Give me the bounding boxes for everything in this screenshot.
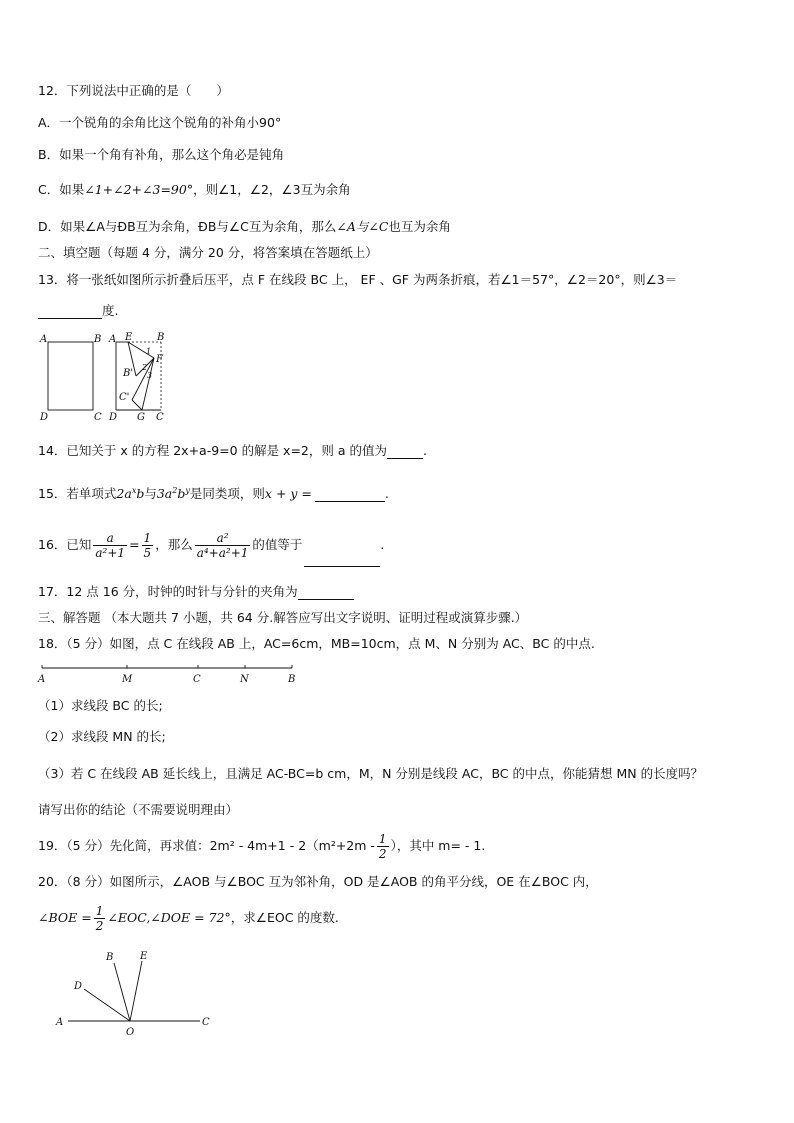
q18-part-2: （2）求线段 MN 的长; bbox=[38, 729, 166, 744]
q13-fig-right-b-prime: B' bbox=[123, 368, 134, 379]
q13-fig-left-a: A bbox=[40, 334, 48, 345]
q15-expression: x + y = bbox=[264, 486, 312, 502]
q12-option-c bbox=[38, 182, 351, 198]
q12-option-c-math: ∠1+∠2+∠3=90° bbox=[84, 182, 194, 197]
q16-end: . bbox=[380, 537, 385, 552]
q13-answer-blank bbox=[38, 306, 102, 319]
q18-segment-figure bbox=[36, 660, 306, 688]
q13-angle-2: 2 bbox=[142, 363, 148, 372]
q13-line2 bbox=[38, 303, 118, 319]
q13-figure bbox=[36, 328, 176, 426]
q18-point-b: B bbox=[288, 674, 296, 685]
q13-fig-right-a: A bbox=[109, 334, 117, 345]
q17-answer-blank bbox=[298, 587, 354, 600]
q12-option-c-post: ，则∠1，∠2，∠3互为余角 bbox=[193, 182, 351, 197]
q18-point-n: N bbox=[240, 674, 249, 685]
q13-fig-right-d: D bbox=[109, 412, 118, 423]
q15-monomial-2: $3a^2b^y$ bbox=[156, 486, 190, 502]
q13-fig-right-g: G bbox=[137, 412, 145, 423]
q13-fig-left-d: D bbox=[40, 412, 49, 423]
q16 bbox=[38, 523, 384, 567]
q20-fraction: $\frac{1}{2}$ bbox=[95, 904, 104, 933]
q12-option-a: A．一个锐角的余角比这个锐角的补角小90° bbox=[38, 115, 282, 130]
q18-part-1: （1）求线段 BC 的长; bbox=[38, 698, 163, 713]
q16-pre: 16．已知 bbox=[38, 537, 92, 552]
q18-point-a: A bbox=[38, 674, 46, 685]
q20-point-a: A bbox=[56, 1017, 64, 1028]
q13-fig-right-f: F bbox=[156, 354, 163, 365]
q20-ray-ob bbox=[114, 963, 130, 1021]
q15-end: . bbox=[384, 486, 389, 502]
q12-option-c-pre: C．如果 bbox=[38, 182, 85, 197]
q17-text: 17．12 点 16 分，时钟的时针与分针的夹角为 bbox=[38, 584, 298, 599]
q15-answer-blank bbox=[315, 489, 385, 502]
q20-ray-oe bbox=[130, 961, 142, 1021]
q20-math-pre: ∠BOE = bbox=[38, 910, 92, 925]
q20-math-mid: ∠EOC,∠DOE = 72° bbox=[107, 910, 231, 925]
q18-stem: 18．（5 分）如图，点 C 在线段 AB 上，AC=6cm，MB=10cm，点 M、N 分别为 AC、BC 的中点. bbox=[38, 636, 595, 651]
q19-post: ），其中 m= - 1. bbox=[390, 838, 486, 853]
q19-pre: 19．（5 分）先化简，再求值：2m² - 4m+1 - 2（m²+2m - bbox=[38, 838, 375, 853]
q20-point-e: E bbox=[140, 951, 148, 962]
q20-line1: 20．（8 分）如图所示，∠AOB 与∠BOC 互为邻补角，OD 是∠AOB 的角平分线，OE 在∠BOC 内， bbox=[38, 874, 598, 889]
q13-angle-1: 1 bbox=[146, 347, 152, 356]
q13-unit: 度. bbox=[102, 303, 119, 318]
q19-fraction: $\frac{1}{2}$ bbox=[378, 832, 387, 861]
q15 bbox=[38, 483, 389, 502]
q14-text: 14．已知关于 x 的方程 2x+a-9=0 的解是 x=2，则 a 的值为 bbox=[38, 443, 387, 458]
q12-stem: 12．下列说法中正确的是（ ） bbox=[38, 83, 229, 98]
q16-fraction-1: $\frac{a}{\text{a²+1}}$ bbox=[95, 531, 126, 560]
q16-equals: = bbox=[129, 537, 140, 552]
q16-fraction-2: $\frac{1}{5}$ bbox=[143, 531, 152, 560]
q15-pre: 15．若单项式 bbox=[38, 486, 117, 502]
q20-point-o: O bbox=[126, 1027, 135, 1038]
q20-point-b: B bbox=[106, 952, 114, 963]
q16-post: 的值等于 bbox=[252, 537, 303, 552]
q13-fig-right-e: E bbox=[125, 332, 133, 343]
q20-angle-figure bbox=[50, 946, 220, 1041]
q17 bbox=[38, 584, 354, 600]
q12-option-d-post: 也互为余角 bbox=[388, 219, 451, 234]
q18-point-c: C bbox=[193, 674, 201, 685]
q12-option-d-pre: D．如果∠A与ÐB互为余角，ÐB与∠C互为余角，那么 bbox=[38, 219, 337, 234]
q12-option-d-math: ∠A与∠C bbox=[336, 219, 389, 234]
q16-answer-blank bbox=[304, 554, 380, 567]
q18-point-m: M bbox=[122, 674, 133, 685]
q14-answer-blank bbox=[387, 446, 423, 459]
q13-fig-left-b: B bbox=[94, 334, 102, 345]
q13-fig-right-c: C bbox=[156, 412, 164, 423]
q13-fig-right-b: B bbox=[157, 332, 165, 343]
q14-end: . bbox=[422, 443, 427, 458]
q15-monomial-1: $2a^xb$ bbox=[116, 486, 145, 502]
q13-rect-left bbox=[48, 342, 93, 410]
q13-fig-right-c-prime: C' bbox=[119, 392, 130, 403]
section-2-title: 二、填空题（每题 4 分，满分 20 分，将答案填在答题纸上） bbox=[38, 245, 378, 260]
q18-part-3: （3）若 C 在线段 AB 延长线上，且满足 AC-BC=b cm，M，N 分别是线段 AC，BC 的中点，你能猜想 MN 的长度吗？ bbox=[38, 766, 704, 781]
q15-mid: 与 bbox=[144, 486, 157, 502]
q16-mid: ，那么 bbox=[155, 537, 193, 552]
q20-point-d: D bbox=[74, 981, 83, 992]
q13-line1: 13．将一张纸如图所示折叠后压平，点 F 在线段 BC 上， EF 、GF 为两条折痕，若∠1＝57°，∠2＝20°，则∠3＝ bbox=[38, 272, 678, 287]
section-3-title: 三、解答题 （本大题共 7 小题，共 64 分.解答应写出文字说明、证明过程或演算步骤.） bbox=[38, 610, 528, 625]
q20-ray-od bbox=[84, 989, 130, 1021]
q16-fraction-3: $\frac{\text{a²}}{\text{a⁴+a²+1}}$ bbox=[196, 531, 249, 560]
q13-fig-left-c: C bbox=[94, 412, 102, 423]
q20-point-c: C bbox=[202, 1017, 210, 1028]
q15-post: 是同类项，则 bbox=[189, 486, 265, 502]
q14 bbox=[38, 443, 427, 459]
q13-angle-3: 3 bbox=[147, 371, 153, 380]
q12-option-b: B．如果一个角有补角，那么这个角必是钝角 bbox=[38, 147, 285, 162]
q12-option-d bbox=[38, 219, 451, 235]
q20-post: ，求∠EOC 的度数. bbox=[230, 910, 339, 925]
q19 bbox=[38, 826, 485, 866]
q18-part-3-cont: 请写出你的结论（不需要说明理由） bbox=[38, 802, 239, 817]
q20-line2 bbox=[38, 898, 339, 938]
